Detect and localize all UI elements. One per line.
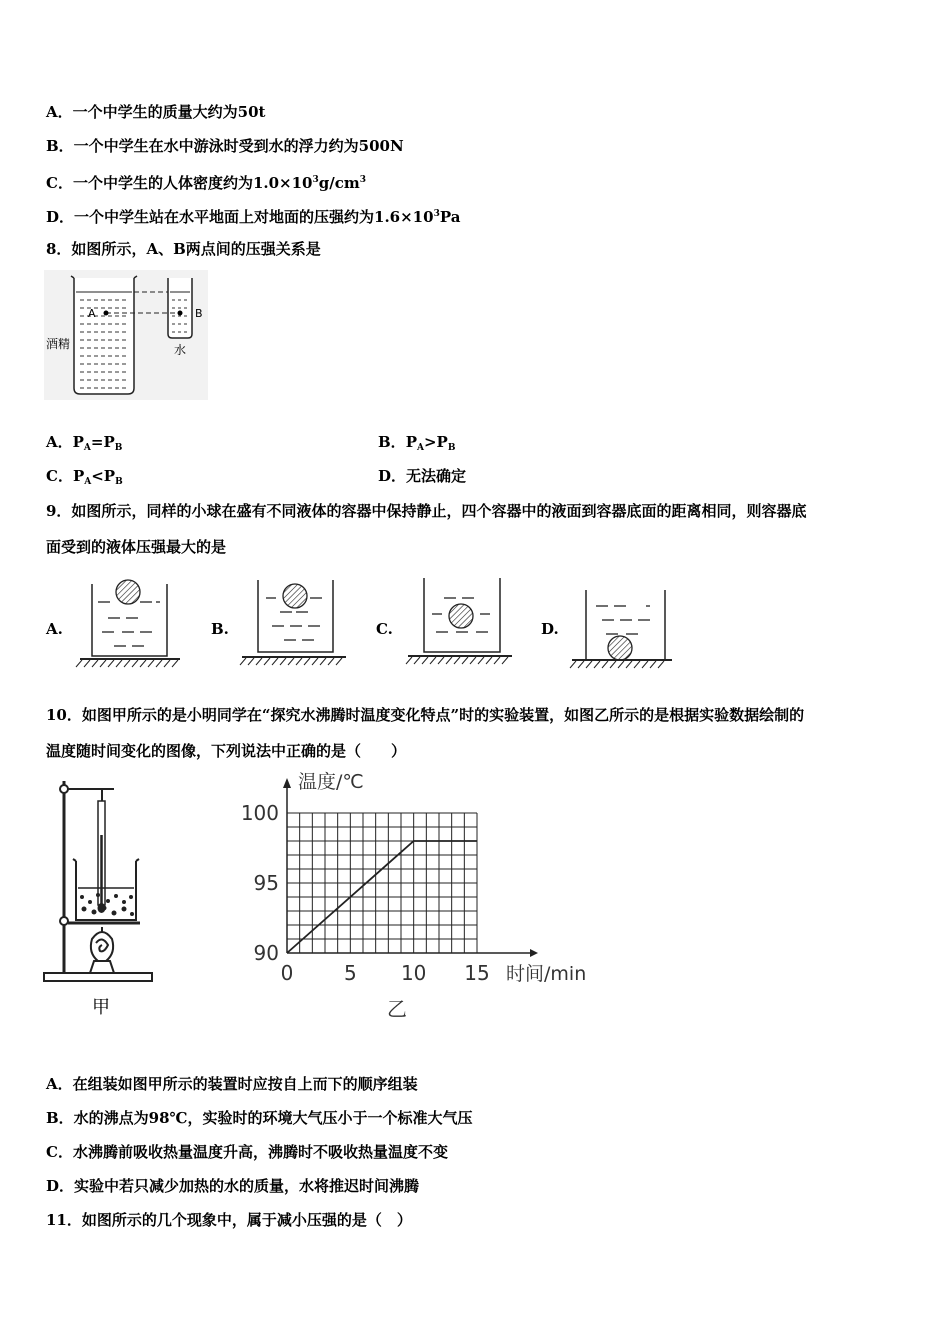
q9-figures	[40, 570, 690, 670]
q8-option-c: C．$P_A<P_B$	[46, 467, 123, 487]
q10-stem-line2: 温度随时间变化的图像，下列说法中正确的是（ ）	[46, 742, 407, 760]
fig-yi-label: 乙	[387, 997, 407, 1021]
q10-option-b: B．水的沸点为98℃，实验时的环境大气压小于一个标准大气压	[46, 1109, 473, 1127]
y-axis-label: 温度/℃	[298, 771, 364, 793]
q11-stem: 11．如图所示的几个现象中，属于减小压强的是（ ）	[46, 1211, 412, 1229]
y-tick-label: 90	[253, 941, 279, 965]
point-a-dot	[104, 311, 109, 316]
q8-stem: 8．如图所示，A、B两点间的压强关系是	[46, 240, 321, 258]
q10-stem-line1: 10．如图甲所示的是小明同学在“探究水沸腾时温度变化特点”时的实验装置，如图乙所示的是根据实验数据绘制的	[46, 706, 805, 724]
q8-option-b: B．$P_A>P_B$	[378, 433, 456, 453]
x-axis-arrow	[530, 949, 538, 957]
container-a	[76, 580, 180, 667]
q9-stem-line2: 面受到的液体压强最大的是	[46, 538, 227, 556]
q9-option-b-label: B.	[211, 620, 229, 638]
fig-jia-apparatus	[44, 775, 156, 1020]
q9-option-a-label: A.	[46, 620, 63, 638]
fig-yi-chart	[230, 770, 610, 1025]
q9-stem-line1: 9．如图所示，同样的小球在盛有不同液体的容器中保持静止，四个容器中的液面到容器底面的距离相同，则容器底	[46, 502, 807, 520]
q8-figure	[44, 270, 208, 400]
x-tick-label: 15	[464, 961, 490, 985]
q7-option-c: C．一个中学生的人体密度约为$1.0\times 10^3g/cm^3$	[46, 174, 366, 192]
water-label: 水	[174, 343, 187, 357]
y-tick-label: 95	[253, 871, 279, 895]
q9-option-d-label: D.	[541, 620, 559, 638]
x-axis-label: 时间/min	[506, 963, 587, 985]
point-a-label: A	[88, 307, 96, 320]
container-c	[406, 578, 512, 664]
point-b-dot	[178, 311, 183, 316]
q8-option-a: A．$P_A=P_B$	[46, 433, 123, 453]
alcohol-label: 酒精	[46, 337, 71, 351]
fig-jia-label: 甲	[92, 997, 110, 1018]
chart-grid	[287, 813, 477, 953]
x-tick-label: 5	[343, 961, 357, 985]
q7-option-b: B．一个中学生在水中游泳时受到水的浮力约为500N	[46, 137, 404, 155]
q7-option-a: A．一个中学生的质量大约为50t	[46, 103, 266, 121]
q10-option-c: C．水沸腾前吸收热量温度升高，沸腾时不吸收热量温度不变	[46, 1143, 448, 1161]
container-d	[570, 590, 672, 668]
point-b-label: B	[195, 307, 203, 320]
q8-option-d: D．无法确定	[378, 467, 467, 485]
container-b	[240, 580, 346, 665]
q7-option-d: D．一个中学生站在水平地面上对地面的压强约为$1.6\times 10^3Pa$	[46, 208, 461, 226]
y-axis-arrow	[283, 778, 291, 788]
q10-option-d: D．实验中若只减少加热的水的质量，水将推迟时间沸腾	[46, 1177, 420, 1195]
y-tick-label: 100	[240, 801, 279, 825]
x-tick-label: 0	[280, 961, 294, 985]
q10-option-a: A．在组装如图甲所示的装置时应按自上而下的顺序组装	[46, 1075, 418, 1093]
q9-option-c-label: C.	[376, 620, 393, 638]
x-tick-label: 10	[400, 961, 427, 985]
